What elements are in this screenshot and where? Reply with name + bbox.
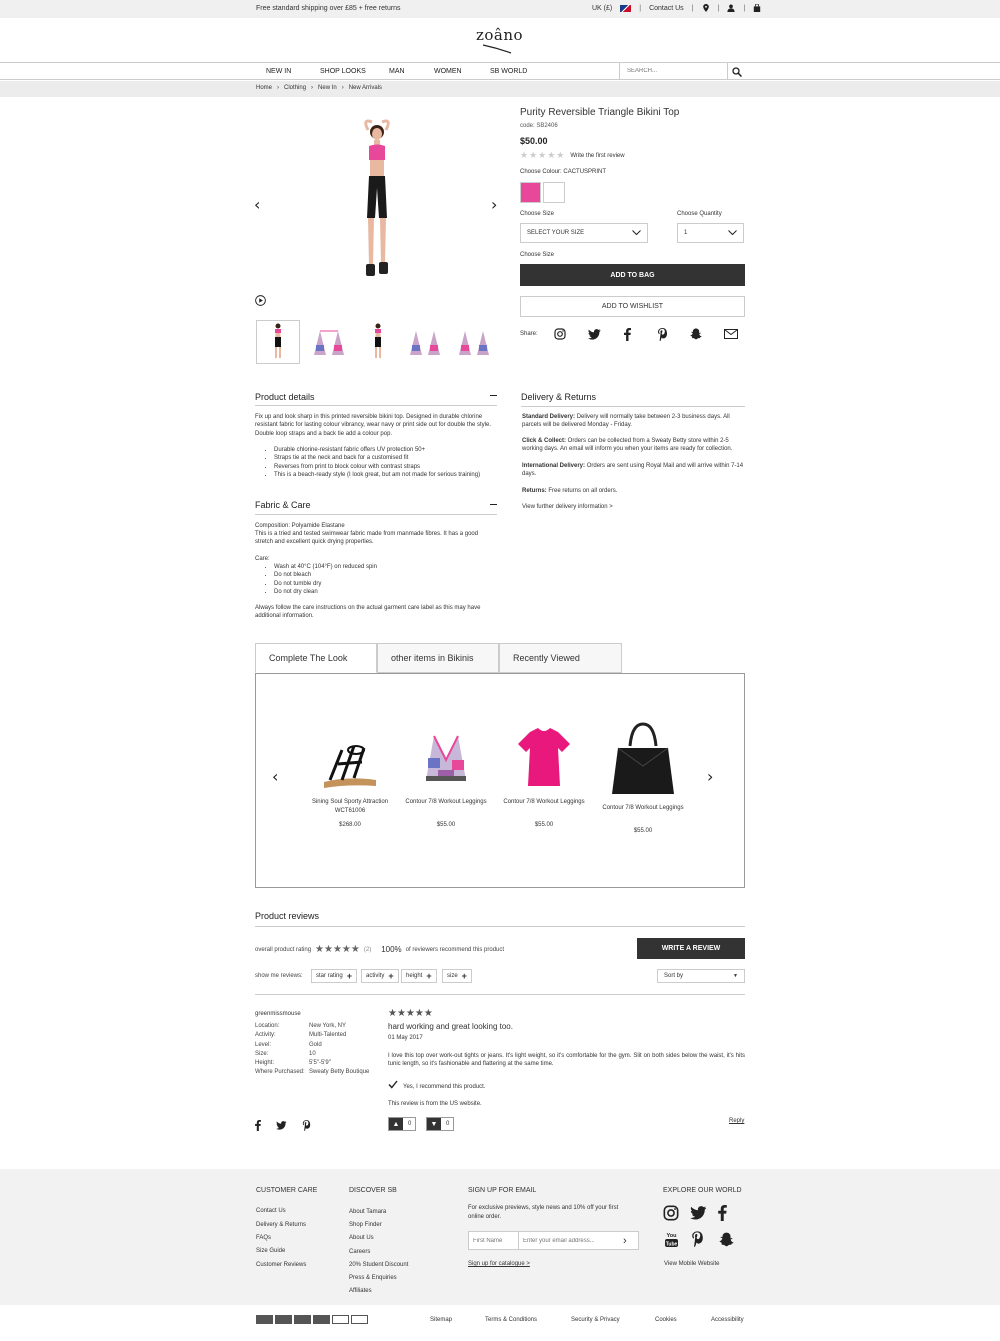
pinterest-icon[interactable] [302, 1120, 311, 1131]
thumbnail-bikini-image [408, 327, 442, 357]
add-to-wishlist-button[interactable]: ADD TO WISHLIST [520, 296, 745, 317]
first-name-input[interactable] [469, 1232, 519, 1249]
footer-link-faqs[interactable]: FAQs [256, 1235, 272, 1241]
plus-icon: + [388, 971, 394, 981]
payment-methods [256, 1315, 370, 1326]
click-collect-text: Click & Collect: Orders can be collected from a Sweaty Betty store within 2-5 working days. An email will inform you when your items are ready for collection. [522, 438, 733, 453]
chevron-down-icon [632, 230, 641, 236]
visa-card-icon [256, 1315, 273, 1324]
footer [0, 1169, 1000, 1305]
thumbnail-1[interactable] [256, 320, 300, 364]
plus-icon: + [426, 971, 432, 981]
amex-icon [351, 1315, 368, 1324]
care-list [257, 563, 497, 596]
overall-rating-label: overall product rating [255, 946, 312, 953]
tab-complete-the-look[interactable]: Complete The Look [255, 643, 377, 673]
international-delivery-text: International Delivery: Orders are sent using Royal Mail and will arrive within 7-14 days. [522, 463, 744, 478]
reviewer-attribute-row [255, 1041, 385, 1050]
submit-arrow-icon[interactable]: › [623, 1234, 627, 1247]
care-label: Care: [255, 556, 270, 562]
facebook-icon[interactable] [255, 1120, 261, 1131]
facebook-icon[interactable] [624, 328, 631, 341]
collapse-minus-icon[interactable] [490, 504, 497, 505]
divider [521, 406, 745, 407]
size-label: Choose Size [520, 211, 555, 217]
recommend-text: of reviewers recommend this product [405, 946, 505, 953]
footer-link-size-guide[interactable]: Size Guide [256, 1248, 286, 1254]
svg-text:You: You [666, 1233, 677, 1239]
attribute-label: Size: [255, 1050, 269, 1057]
pink-tshirt-image [512, 720, 576, 790]
search-box [619, 63, 745, 80]
search-icon [732, 67, 742, 77]
paypal-icon [313, 1315, 330, 1324]
tab-recently-viewed[interactable]: Recently Viewed [499, 643, 622, 673]
thumbs-down-icon: ▼ [427, 1118, 441, 1130]
size-select-value: SELECT YOUR SIZE [527, 230, 585, 236]
reviewer-attribute-row [255, 1031, 385, 1040]
mobile-website-link[interactable]: View Mobile Website [664, 1261, 720, 1267]
delivery-info-link[interactable]: View further delivery information > [522, 504, 613, 510]
product-name[interactable]: Contour 7/8 Workout Leggings [503, 799, 585, 805]
attribute-label: Where Purchased: [255, 1069, 305, 1076]
instagram-icon[interactable] [663, 1205, 679, 1221]
gallery-prev-arrow-icon[interactable]: ‹ [254, 195, 261, 214]
email-signup-heading: SIGN UP FOR EMAIL [468, 1187, 537, 1194]
sort-by-select[interactable] [657, 969, 745, 983]
collapse-minus-icon[interactable] [490, 395, 497, 396]
write-first-review-link[interactable]: Write the first review [570, 153, 625, 159]
write-review-button[interactable]: WRITE A REVIEW [637, 938, 745, 959]
attribute-value: Gold [309, 1041, 322, 1048]
email-share-icon[interactable] [724, 329, 738, 339]
play-video-icon[interactable] [255, 295, 266, 306]
carousel-product-2[interactable] [402, 720, 490, 828]
search-button[interactable] [727, 63, 745, 80]
fabric-description: This is a tried and tested swimwear fabric made from manmade fibres. It has a good stretch and excellent quick drying properties. [255, 531, 479, 546]
instagram-icon[interactable] [554, 328, 566, 340]
product-price: $268.00 [339, 822, 361, 828]
nav-shop-looks[interactable]: SHOP LOOKS [320, 68, 366, 75]
quantity-select[interactable] [677, 223, 744, 243]
divider: | [717, 4, 720, 12]
colour-swatch-white[interactable] [543, 182, 565, 203]
thumbnail-bikini-image [312, 327, 346, 357]
twitter-icon[interactable] [276, 1121, 287, 1130]
add-to-bag-button[interactable]: ADD TO BAG [520, 264, 745, 286]
recommend-percent: 100% [381, 945, 402, 954]
product-rating-stars: ★★★★★ [520, 151, 566, 161]
nav-women[interactable]: WOMEN [434, 68, 462, 75]
footer-link-terms[interactable]: Terms & Conditions [485, 1317, 538, 1323]
attribute-value: Sweaty Betty Boutique [309, 1069, 370, 1076]
footer-link-delivery[interactable]: Delivery & Returns [256, 1222, 307, 1228]
twitter-icon[interactable] [690, 1206, 707, 1220]
filter-activity[interactable]: activity + [361, 969, 399, 983]
attribute-value: New York, NY [309, 1023, 347, 1029]
quantity-label: Choose Quantity [677, 211, 722, 217]
email-signup-text: For exclusive previews, style news and 10% off your first online order. [468, 1205, 619, 1220]
product-price: $55.00 [534, 822, 554, 828]
email-input[interactable] [519, 1232, 619, 1249]
review-source: This review is from the US website. [388, 1101, 482, 1107]
attribute-label: Level: [255, 1041, 272, 1048]
footer-link-reviews[interactable]: Customer Reviews [256, 1262, 307, 1268]
tab-other-items-bikinis[interactable]: other items in Bikinis [377, 643, 499, 673]
logo-swoosh-icon [482, 44, 512, 54]
thumbnail-model-image [371, 323, 385, 361]
footer-link-shop-finder[interactable]: Shop Finder [349, 1222, 382, 1228]
footer-link-press[interactable]: Press & Enquiries [349, 1275, 397, 1281]
care-item: • Do not tumble dry [274, 580, 497, 588]
uk-flag-icon[interactable] [620, 5, 631, 12]
checkmark-icon [388, 1080, 398, 1089]
footer-link-about-tamara[interactable]: About Tamara [349, 1209, 387, 1215]
explore-heading: EXPLORE OUR WORLD [663, 1187, 742, 1194]
product-price: $50.00 [520, 136, 548, 146]
divider [255, 994, 745, 995]
reviewer-attribute-row [255, 1050, 385, 1059]
review-count: (2) [363, 946, 372, 953]
size-select[interactable] [520, 223, 648, 243]
review-date: 01 May 2017 [388, 1035, 423, 1041]
carousel-product-4[interactable] [599, 720, 687, 834]
standard-delivery-text: Standard Delivery: Delivery will normally take between 2-3 business days. All parcels will be delivered Monday - Friday. [522, 414, 730, 429]
care-item: • Do not bleach [274, 571, 497, 579]
footer-link-student-discount[interactable]: 20% Student Discount [349, 1262, 409, 1268]
reviewer-attribute-row [255, 1059, 385, 1068]
maestro-icon [332, 1315, 349, 1324]
breadcrumb-clothing[interactable]: Clothing [284, 85, 307, 91]
search-input[interactable] [620, 63, 725, 79]
breadcrumb-new-arrivals[interactable]: New Arrivals [348, 85, 383, 91]
helpful-yes-button[interactable] [388, 1117, 416, 1131]
shopping-bag-icon[interactable] [753, 4, 761, 12]
footer-link-cookies[interactable]: Cookies [655, 1317, 677, 1323]
share-label: Share: [520, 331, 538, 337]
reply-link[interactable]: Reply [729, 1118, 745, 1124]
carousel-next-arrow-icon[interactable]: › [707, 767, 714, 786]
chevron-down-icon [728, 230, 737, 236]
attribute-value: 10 [309, 1050, 316, 1057]
bottom-bar [0, 1305, 1000, 1341]
product-title: Purity Reversible Triangle Bikini Top [520, 107, 680, 118]
plus-icon: + [346, 971, 352, 981]
customer-care-heading: CUSTOMER CARE [256, 1187, 318, 1194]
youtube-icon[interactable] [664, 1231, 679, 1248]
delivery-returns-heading: Delivery & Returns [521, 392, 597, 402]
review-stars: ★★★★★ [388, 1008, 433, 1019]
attribute-label: Activity: [255, 1032, 276, 1039]
reviewer-attribute-row [255, 1022, 385, 1031]
filter-star-rating[interactable]: star rating + [311, 969, 357, 983]
carousel-product-1[interactable] [306, 720, 394, 828]
contact-us-link[interactable]: Contact Us [649, 4, 684, 12]
thumbnail-3[interactable] [356, 320, 400, 364]
pinterest-icon[interactable] [691, 1231, 704, 1247]
divider: | [691, 4, 694, 12]
divider [255, 514, 497, 515]
visa-debit-icon [294, 1315, 311, 1324]
care-item: • Wash at 40°C (104°F) on reduced spin [274, 563, 497, 571]
thumbs-up-icon: ▲ [389, 1118, 403, 1130]
mastercard-icon [275, 1315, 292, 1324]
top-bar-links [592, 4, 761, 12]
footer-link-sitemap[interactable]: Sitemap [430, 1317, 453, 1323]
black-handbag-image [608, 720, 678, 796]
colour-swatch-pink[interactable] [520, 182, 541, 203]
facebook-icon[interactable] [718, 1205, 727, 1221]
footer-link-privacy[interactable]: Security & Privacy [571, 1317, 620, 1323]
footer-link-contact[interactable]: Contact Us [256, 1208, 286, 1214]
product-reviews-heading: Product reviews [255, 911, 320, 921]
nav-sb-world[interactable]: SB WORLD [490, 68, 528, 75]
fabric-care-heading: Fabric & Care [255, 500, 311, 510]
reviewer-name: greenmissmouse [255, 1011, 301, 1017]
divider: | [639, 4, 642, 12]
account-icon[interactable] [727, 4, 735, 12]
carousel-product-3[interactable] [500, 720, 588, 828]
thumbnail-5[interactable] [452, 320, 496, 364]
sports-bra-image [414, 720, 478, 790]
divider [255, 926, 745, 927]
recommend-statement: Yes, I recommend this product. [403, 1084, 486, 1090]
thumbnail-2[interactable] [307, 320, 351, 364]
product-name[interactable]: Contour 7/8 Workout Leggings [405, 799, 487, 805]
breadcrumb-home[interactable]: Home [256, 85, 273, 91]
show-me-label: show me reviews: [255, 973, 303, 979]
product-code: code: SB2406 [520, 123, 558, 129]
gallery-next-arrow-icon[interactable]: › [491, 195, 498, 214]
brand-logo[interactable]: zoâno [476, 26, 524, 44]
email-signup-form [468, 1231, 639, 1250]
svg-text:Tube: Tube [665, 1241, 678, 1248]
breadcrumb: Home › Clothing › New In › New Arrivals [256, 85, 383, 91]
pinterest-icon[interactable] [657, 328, 668, 341]
attribute-value: 5'5"-5'9" [309, 1060, 331, 1067]
top-bar [0, 0, 1000, 18]
footer-link-accessibility[interactable]: Accessibility [711, 1317, 744, 1323]
product-name[interactable]: Contour 7/8 Workout Leggings [602, 805, 684, 811]
thumbnail-bikini-image [457, 327, 491, 357]
shipping-message: Free standard shipping over £85 + free returns [256, 5, 401, 12]
snapchat-icon[interactable] [719, 1232, 734, 1247]
helpful-no-button[interactable] [426, 1117, 454, 1131]
discover-heading: DISCOVER SB [349, 1187, 397, 1194]
care-footer-note: Always follow the care instructions on the actual garment care label as this may have additional information. [255, 605, 481, 620]
divider: | [743, 4, 746, 12]
plus-icon: + [461, 971, 467, 981]
care-item: • Do not dry clean [274, 588, 497, 596]
colour-label: Choose Colour: CACTUSPRINT [520, 169, 607, 175]
sort-by-label: Sort by [664, 973, 684, 979]
product-description: Fix up and look sharp in this printed reversible bikini top. Designed in durable chlorine resistant fabric for lasting colour vibrancy, wear navy or print side out for double the style. Double loop straps and a back tie add a colour pop. [255, 414, 492, 437]
helpful-yes-count: 0 [408, 1121, 412, 1127]
product-price: $55.00 [633, 828, 653, 834]
breadcrumb-new-in[interactable]: New In [318, 85, 337, 91]
divider [255, 405, 497, 406]
main-nav [0, 62, 1000, 80]
product-price: $55.00 [436, 822, 456, 828]
filter-size[interactable]: size + [442, 969, 472, 983]
sandal-image [318, 720, 382, 790]
composition-text: Composition: Polyamide Elastane [255, 523, 345, 529]
attribute-label: Location: [255, 1023, 280, 1029]
caret-down-icon: ▼ [733, 973, 738, 979]
attribute-label: Height: [255, 1060, 275, 1067]
footer-link-affiliates[interactable]: Affiliates [349, 1288, 372, 1294]
product-name[interactable]: Sining Soul Sporty Attraction WCT61006 [311, 799, 389, 814]
catalogue-signup-link[interactable]: Sign up for catalogue > [468, 1261, 530, 1267]
location-pin-icon[interactable] [702, 4, 710, 12]
nav-new-in[interactable]: NEW IN [266, 68, 292, 75]
quantity-select-value: 1 [684, 230, 688, 236]
feature-item: • Straps tie at the neck and back for a customised fit [274, 454, 497, 462]
footer-link-about-us[interactable]: About Us [349, 1235, 374, 1241]
filter-height[interactable]: height + [401, 969, 437, 983]
overall-rating-stars: ★★★★★ [315, 944, 360, 955]
review-body: I love this top over work-out tights or jeans. It's light weight, so it's comfortable for the gym. Slit on both sides below the waist, it's hits tunic length, so it's fashionable and flattering at the same time. [388, 1053, 745, 1068]
region-selector[interactable]: UK (£) [592, 4, 613, 12]
returns-text: Returns: Free returns on all orders. [522, 488, 618, 494]
feature-item: • Durable chlorine-resistant fabric offers UV protection 50+ [274, 446, 497, 454]
twitter-icon[interactable] [588, 329, 601, 340]
product-main-image[interactable] [344, 118, 410, 290]
thumbnail-4[interactable] [403, 320, 447, 364]
reviewer-attributes [255, 1022, 385, 1078]
product-details-heading: Product details [255, 392, 315, 402]
helpful-no-count: 0 [446, 1121, 450, 1127]
carousel-prev-arrow-icon[interactable]: ‹ [272, 767, 279, 786]
reviewer-attribute-row [255, 1068, 385, 1077]
nav-man[interactable]: MAN [389, 68, 405, 75]
breadcrumb-bar [0, 81, 1000, 97]
attribute-value: Multi-Talented [309, 1032, 347, 1039]
footer-link-careers[interactable]: Careers [349, 1249, 371, 1255]
review-headline: hard working and great looking too. [388, 1022, 513, 1031]
feature-item: • Reverses from print to block colour with contrast straps [274, 463, 497, 471]
feature-item: • This is a beach-ready style (I look great, but am not made for serious training) [274, 471, 497, 479]
size-label-2: Choose Size [520, 252, 555, 258]
thumbnail-model-image [271, 323, 285, 361]
product-features-list [257, 446, 497, 479]
snapchat-icon[interactable] [690, 328, 702, 340]
